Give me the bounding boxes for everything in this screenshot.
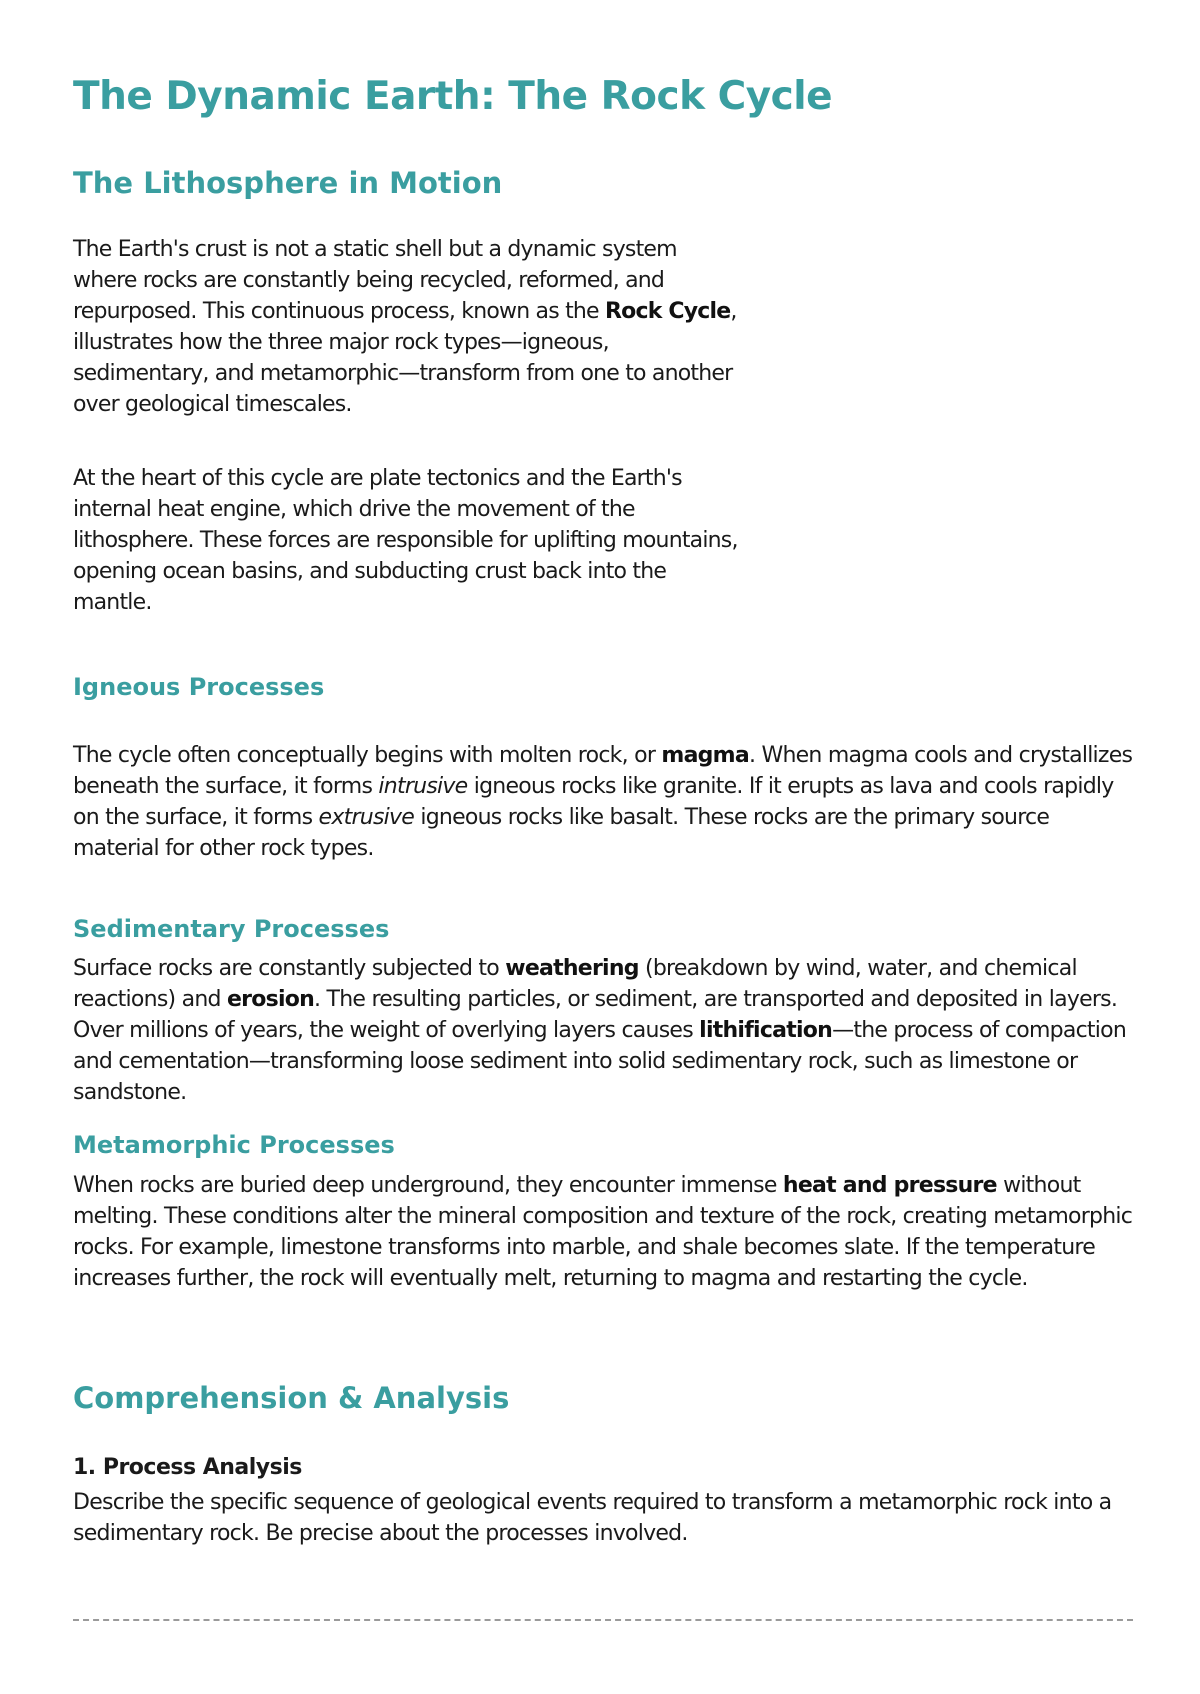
question-1-label: 1. Process Analysis <box>73 1455 302 1480</box>
intro-p1-text-a: The Earth's crust is not a static shell but a dynamic system where rocks are constantly being recycled, reformed, and repurposed. This continuous process, known as the <box>73 237 677 324</box>
igneous-text-g: igneous rocks like basalt. These rocks are the primary source material for other rock types. <box>73 805 1050 861</box>
igneous-term-magma: magma <box>661 743 749 768</box>
igneous-text-a: The cycle often conceptually begins with molten rock, or <box>73 743 662 768</box>
sedimentary-text-g: —the process of compaction and cementation—transforming loose sediment into solid sedimentary rock, such as limestone or sandstone. <box>73 1018 1127 1105</box>
sedimentary-term-weathering: weathering <box>505 956 639 981</box>
section-heading-igneous: Igneous Processes <box>73 673 325 701</box>
igneous-text-e: igneous rocks like granite. If it erupts as lava and cools rapidly on the surface, it forms <box>73 774 1114 830</box>
metamorphic-text-c: without melting. These conditions alter the mineral composition and texture of the rock, creating metamorphic rocks. For example, limestone transforms into marble, and shale becomes slate. If the temperature increases further, the rock will eventually melt, returning to magma and restarting the cycle. <box>73 1173 1133 1291</box>
igneous-term-extrusive: extrusive <box>318 805 415 830</box>
metamorphic-term-heat-pressure: heat and pressure <box>782 1173 997 1198</box>
sedimentary-paragraph <box>73 953 1133 1108</box>
igneous-paragraph <box>73 740 1133 864</box>
section-heading-comprehension: Comprehension & Analysis <box>73 1381 510 1415</box>
metamorphic-paragraph <box>73 1170 1133 1294</box>
igneous-term-intrusive: intrusive <box>378 774 468 799</box>
intro-paragraph-2: At the heart of this cycle are plate tectonics and the Earth's internal heat engine, which drive the movement of the lithosphere. These forces are responsible for uplifting mountains, opening ocean basins, and subducting crust back into the mantle. <box>73 466 738 615</box>
sedimentary-text-e: . The resulting particles, or sediment, are transported and deposited in layers. Over millions of years, the weight of overlying layers causes <box>73 987 1118 1043</box>
section-heading-sedimentary: Sedimentary Processes <box>73 915 390 943</box>
igneous-text-c: . When magma cools and crystallizes beneath the surface, it forms <box>73 743 1133 799</box>
section-heading-metamorphic: Metamorphic Processes <box>73 1131 395 1159</box>
intro-p1-text-c: , illustrates how the three major rock types—igneous, sedimentary, and metamorphic—transform from one to another over geological timescales. <box>73 299 737 417</box>
sedimentary-term-erosion: erosion <box>227 987 315 1012</box>
question-1-text: Describe the specific sequence of geological events required to transform a metamorphic rock into a sedimentary rock. Be precise about the processes involved. <box>73 1490 1112 1546</box>
intro-p1-term-rock-cycle: Rock Cycle <box>605 299 731 324</box>
intro-paragraph-1 <box>73 234 743 420</box>
section-heading-lithosphere: The Lithosphere in Motion <box>73 166 503 200</box>
sedimentary-term-lithification: lithification <box>699 1018 833 1043</box>
sedimentary-text-c: (breakdown by wind, water, and chemical reactions) and <box>73 956 1077 1012</box>
page-title: The Dynamic Earth: The Rock Cycle <box>73 74 833 119</box>
metamorphic-text-a: When rocks are buried deep underground, they encounter immense <box>73 1173 783 1198</box>
answer-line[interactable] <box>73 1619 1133 1621</box>
sedimentary-text-a: Surface rocks are constantly subjected to <box>73 956 506 981</box>
